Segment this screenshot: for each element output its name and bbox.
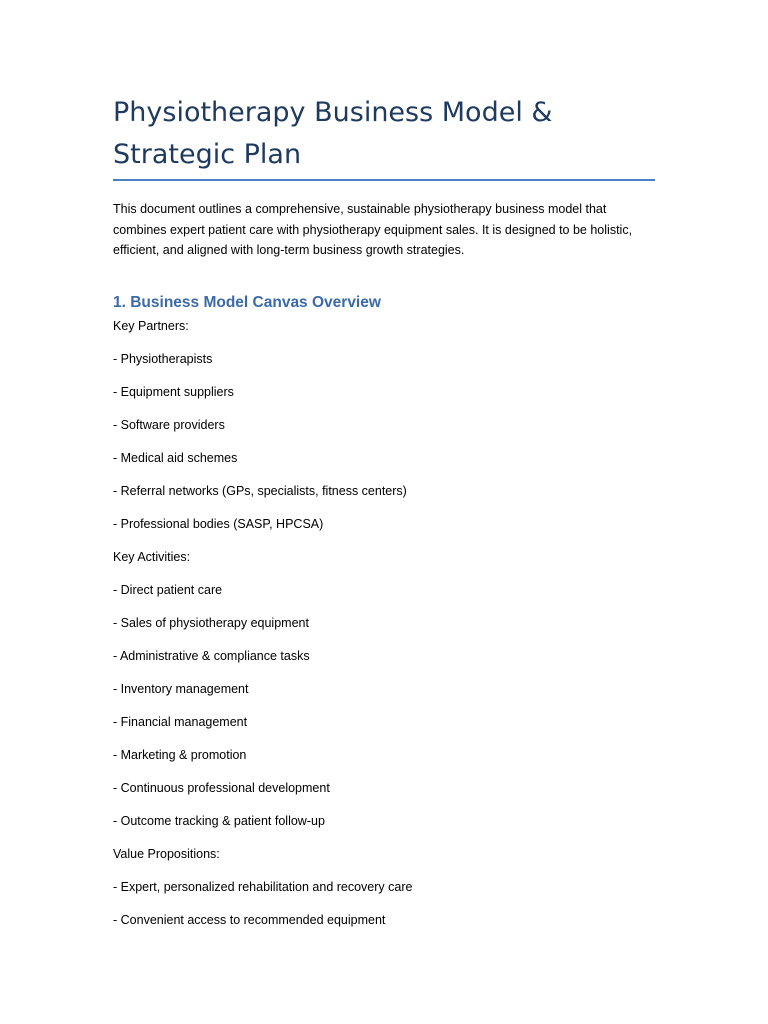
subheading-key-partners: Key Partners: [113,319,189,333]
intro-paragraph: This document outlines a comprehensive, sustainable physiotherapy business model that combines expert patient care with physiotherapy equipment sales. It is designed to be holistic, efficient, and aligned with long-term business growth strategies. [113,202,633,257]
list-item: - Physiotherapists [113,352,213,366]
subheading-key-activities: Key Activities: [113,550,191,564]
list-item: - Medical aid schemes [113,451,238,465]
list-item: - Sales of physiotherapy equipment [113,616,309,630]
list-item: - Expert, personalized rehabilitation and recovery care [113,880,413,894]
section-content [113,317,655,944]
list-item: - Marketing & promotion [113,748,247,762]
list-item: - Referral networks (GPs, specialists, fitness centers) [113,484,407,498]
list-item: - Professional bodies (SASP, HPCSA) [113,517,324,531]
list-item: - Software providers [113,418,225,432]
list-item: - Outcome tracking & patient follow-up [113,814,325,828]
list-item: - Direct patient care [113,583,223,597]
document-title: Physiotherapy Business Model & Strategic Plan [113,97,553,170]
list-item: - Convenient access to recommended equipment [113,913,386,927]
list-item: - Financial management [113,715,248,729]
list-item: - Inventory management [113,682,249,696]
subheading-value-propositions: Value Propositions: [113,847,220,861]
list-item: - Equipment suppliers [113,385,234,399]
list-item: - Continuous professional development [113,781,330,795]
section-heading: 1. Business Model Canvas Overview [113,294,381,311]
list-item: - Administrative & compliance tasks [113,649,310,663]
title-divider [113,179,655,181]
